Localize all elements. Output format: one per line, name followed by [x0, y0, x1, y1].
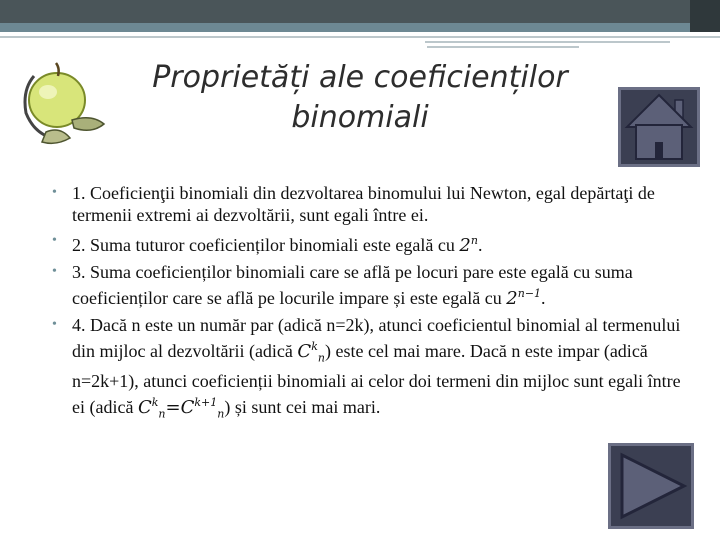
formula: $C^k_n$: [297, 340, 325, 365]
list-item: [52, 261, 688, 310]
slide-title-line2: binomiali: [291, 100, 429, 135]
top-bar-accent: [0, 23, 720, 32]
formula: $C^k_n=C^{k+1}_n$: [137, 395, 225, 421]
period: .: [541, 288, 546, 308]
bullet: •: [52, 233, 57, 248]
slide-title-line1: Proprietăți ale coeficienților: [152, 60, 568, 95]
formula: $2^{n-1}$: [506, 287, 542, 309]
property-text: 4. Dacă n este un număr par (adică n=2k), atunci coeficientul binomial al termenului din mijloc al dezvoltării (adică: [72, 315, 681, 361]
property-text: ) și sunt cei mai mari.: [224, 396, 381, 417]
property-text: ) este cel mai mare. Dacă n este impar (adică n=2k+1), atunci coeficienții binomiali ai celor doi termeni din mijloc sunt egali între ei (adică: [72, 341, 681, 417]
decor-line: [0, 36, 720, 38]
property-list: [52, 182, 688, 429]
property-text: 3. Suma coeficienților binomiali care se află pe locuri pare este egală cu suma coeficienților care se află pe locurile impare și este egală cu: [72, 262, 633, 308]
bullet: •: [52, 317, 57, 332]
property-text: 2. Suma tuturor coeficienților binomiali este egală cu: [72, 235, 460, 255]
list-item: [52, 182, 688, 226]
slide-title: [95, 58, 625, 138]
top-bar: [0, 0, 720, 23]
formula: 2$^n$: [459, 234, 478, 256]
decor-line: [425, 41, 670, 43]
period: .: [477, 235, 483, 255]
next-slide-button[interactable]: [608, 443, 694, 529]
list-item: [52, 230, 688, 257]
home-button[interactable]: [618, 87, 700, 167]
property-text: 1. Coeficienţii binomiali din dezvoltarea binomului lui Newton, egal depărtaţi de termenii extremi ai dezvoltării, sunt egali între ei.: [72, 183, 655, 225]
bullet: •: [52, 185, 57, 200]
decor-line: [427, 46, 579, 48]
list-item: [52, 314, 688, 425]
top-bar-end: [690, 0, 720, 32]
bullet: •: [52, 264, 57, 279]
